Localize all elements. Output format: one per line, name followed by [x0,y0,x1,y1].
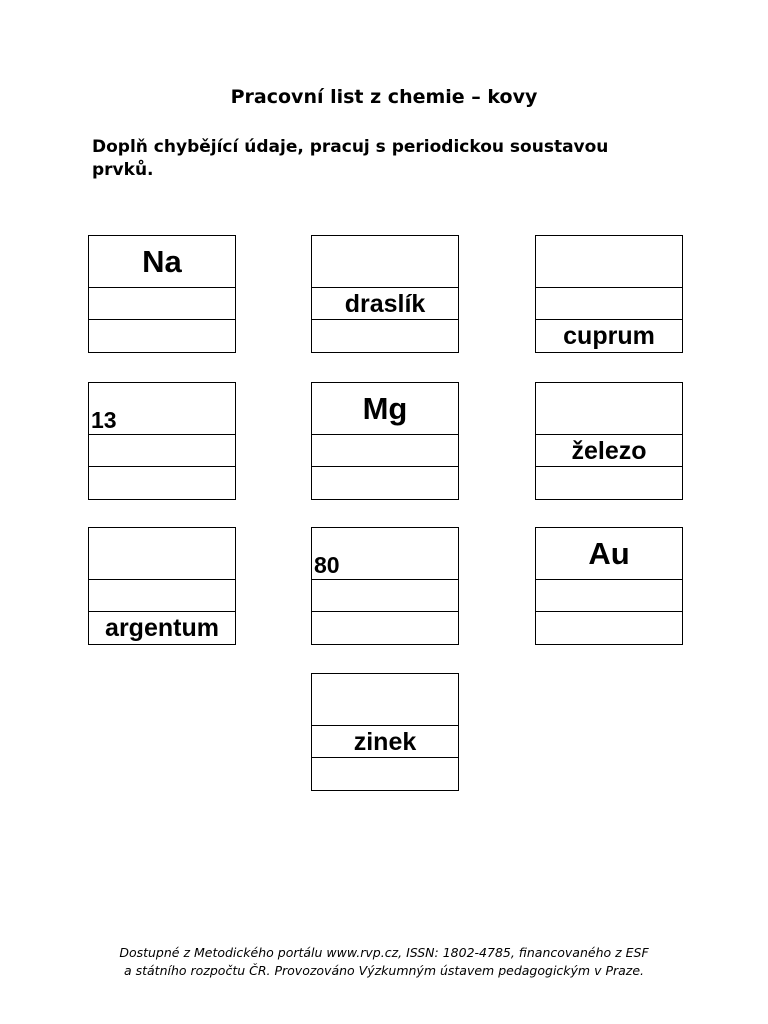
element-latin-name: argentum [105,614,219,642]
card-cell-bottom [312,320,458,352]
card-cell-middle [536,288,682,320]
card-cell-middle [312,726,458,758]
element-card-iron [535,382,683,500]
element-name: železo [571,437,647,465]
instructions-line-1: Doplň chybějící údaje, pracuj s periodickou soustavou [92,137,609,157]
card-cell-bottom [312,467,458,499]
card-cell-bottom [89,467,235,499]
footer-attribution [0,944,768,980]
card-cell-top [312,236,458,288]
card-cell-top [89,236,235,288]
card-cell-middle [312,288,458,320]
card-cell-bottom [536,612,682,644]
atomic-number: 13 [91,407,117,433]
worksheet-title: Pracovní list z chemie – kovy [230,86,538,108]
card-cell-top [536,528,682,580]
card-cell-top [312,674,458,726]
card-cell-bottom [312,758,458,790]
card-cell-middle [536,580,682,612]
card-cell-bottom [536,467,682,499]
element-latin-name: cuprum [563,322,655,350]
card-cell-middle [89,288,235,320]
element-name: zinek [353,728,417,756]
element-card-mercury [311,527,459,645]
card-cell-top [89,528,235,580]
element-card-gold [535,527,683,645]
element-symbol: Au [588,536,630,571]
card-cell-top [312,528,458,580]
card-cell-top [312,383,458,435]
card-cell-bottom [89,320,235,352]
atomic-number: 80 [314,552,340,578]
card-cell-middle [536,435,682,467]
card-cell-bottom [312,612,458,644]
card-cell-top [89,383,235,435]
element-card-magnesium [311,382,459,500]
card-cell-middle [312,435,458,467]
element-card-sodium [88,235,236,353]
element-symbol: Na [142,244,182,279]
card-cell-top [536,236,682,288]
instructions [92,136,672,182]
card-cell-bottom [89,612,235,644]
element-card-copper [535,235,683,353]
element-card-zinc [311,673,459,791]
element-name: draslík [344,290,426,318]
footer-line-2: a státního rozpočtu ČR. Provozováno Výzkumným ústavem pedagogickým v Praze. [123,963,645,978]
card-cell-middle [89,580,235,612]
element-card-potassium [311,235,459,353]
card-cell-middle [312,580,458,612]
footer-line-1: Dostupné z Metodického portálu www.rvp.cz, ISSN: 1802-4785, financovaného z ESF [119,945,649,960]
instructions-line-2: prvků. [92,160,154,180]
card-cell-middle [89,435,235,467]
element-card-aluminium [88,382,236,500]
element-symbol: Mg [362,391,408,426]
card-cell-bottom [536,320,682,352]
element-card-silver [88,527,236,645]
card-cell-top [536,383,682,435]
